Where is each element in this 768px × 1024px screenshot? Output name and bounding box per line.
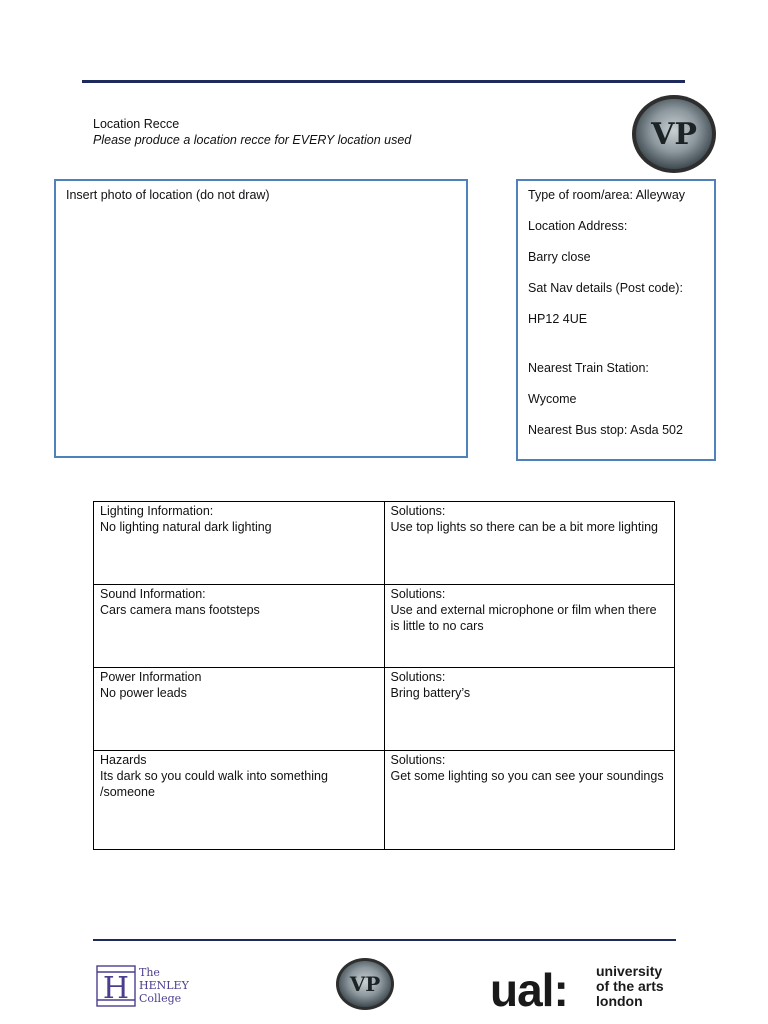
room-type: Type of room/area: Alleyway bbox=[528, 188, 686, 202]
address-label: Location Address: bbox=[528, 219, 628, 233]
recce-table bbox=[93, 501, 675, 850]
sound-solution: Use and external microphone or film when there is little to no cars bbox=[390, 603, 657, 633]
satnav-value: HP12 4UE bbox=[528, 312, 588, 326]
info-cell bbox=[94, 502, 385, 585]
hazards-solution: Get some lighting so you can see your soundings bbox=[390, 769, 664, 783]
ual-logo bbox=[490, 962, 680, 1012]
power-heading: Power Information bbox=[100, 670, 202, 684]
photo-placeholder bbox=[54, 179, 468, 458]
solutions-heading: Solutions: bbox=[390, 504, 446, 518]
vp-footer-text: VP bbox=[349, 972, 381, 996]
document-subtitle: Please produce a location recce for EVERY location used bbox=[93, 133, 412, 147]
henley-name: HENLEY bbox=[139, 979, 189, 992]
info-cell bbox=[94, 668, 385, 751]
power-solution: Bring battery’s bbox=[390, 686, 471, 700]
lighting-heading: Lighting Information: bbox=[100, 504, 214, 518]
table-row bbox=[94, 502, 675, 585]
header-rule bbox=[82, 80, 685, 83]
document-title: Location Recce bbox=[93, 117, 180, 131]
info-cell bbox=[94, 585, 385, 668]
solutions-heading: Solutions: bbox=[390, 670, 446, 684]
henley-college-logo bbox=[95, 964, 205, 1008]
lighting-info: No lighting natural dark lighting bbox=[100, 520, 272, 534]
table-row bbox=[94, 668, 675, 751]
sound-heading: Sound Information: bbox=[100, 587, 206, 601]
info-cell bbox=[94, 751, 385, 850]
sound-info: Cars camera mans footsteps bbox=[100, 603, 260, 617]
table-row bbox=[94, 751, 675, 850]
solution-cell bbox=[384, 751, 675, 850]
photo-placeholder-label: Insert photo of location (do not draw) bbox=[66, 188, 270, 202]
ual-line-3: london bbox=[596, 993, 643, 1009]
henley-monogram: H bbox=[102, 971, 130, 1006]
satnav-label: Sat Nav details (Post code): bbox=[528, 281, 683, 295]
solutions-heading: Solutions: bbox=[390, 753, 446, 767]
location-info-box bbox=[516, 179, 716, 461]
bus-stop: Nearest Bus stop: Asda 502 bbox=[528, 423, 683, 437]
ual-mark: ual: bbox=[490, 964, 568, 1012]
lighting-solution: Use top lights so there can be a bit more lighting bbox=[390, 520, 659, 534]
solution-cell bbox=[384, 585, 675, 668]
solutions-heading: Solutions: bbox=[390, 587, 446, 601]
ual-line-1: university bbox=[596, 963, 663, 979]
hazards-heading: Hazards bbox=[100, 753, 147, 767]
ual-line-2: of the arts bbox=[596, 978, 664, 994]
power-info: No power leads bbox=[100, 686, 187, 700]
table-row bbox=[94, 585, 675, 668]
henley-the: The bbox=[139, 966, 160, 979]
hazards-info: Its dark so you could walk into something /someone bbox=[100, 769, 328, 799]
vp-logo bbox=[631, 94, 717, 174]
solution-cell bbox=[384, 502, 675, 585]
footer-rule bbox=[93, 939, 676, 941]
train-label: Nearest Train Station: bbox=[528, 361, 649, 375]
henley-college: College bbox=[139, 992, 182, 1005]
vp-footer-logo bbox=[335, 957, 395, 1011]
solution-cell bbox=[384, 668, 675, 751]
address-value: Barry close bbox=[528, 250, 591, 264]
vp-logo-text: VP bbox=[651, 117, 697, 152]
train-value: Wycome bbox=[528, 392, 577, 406]
